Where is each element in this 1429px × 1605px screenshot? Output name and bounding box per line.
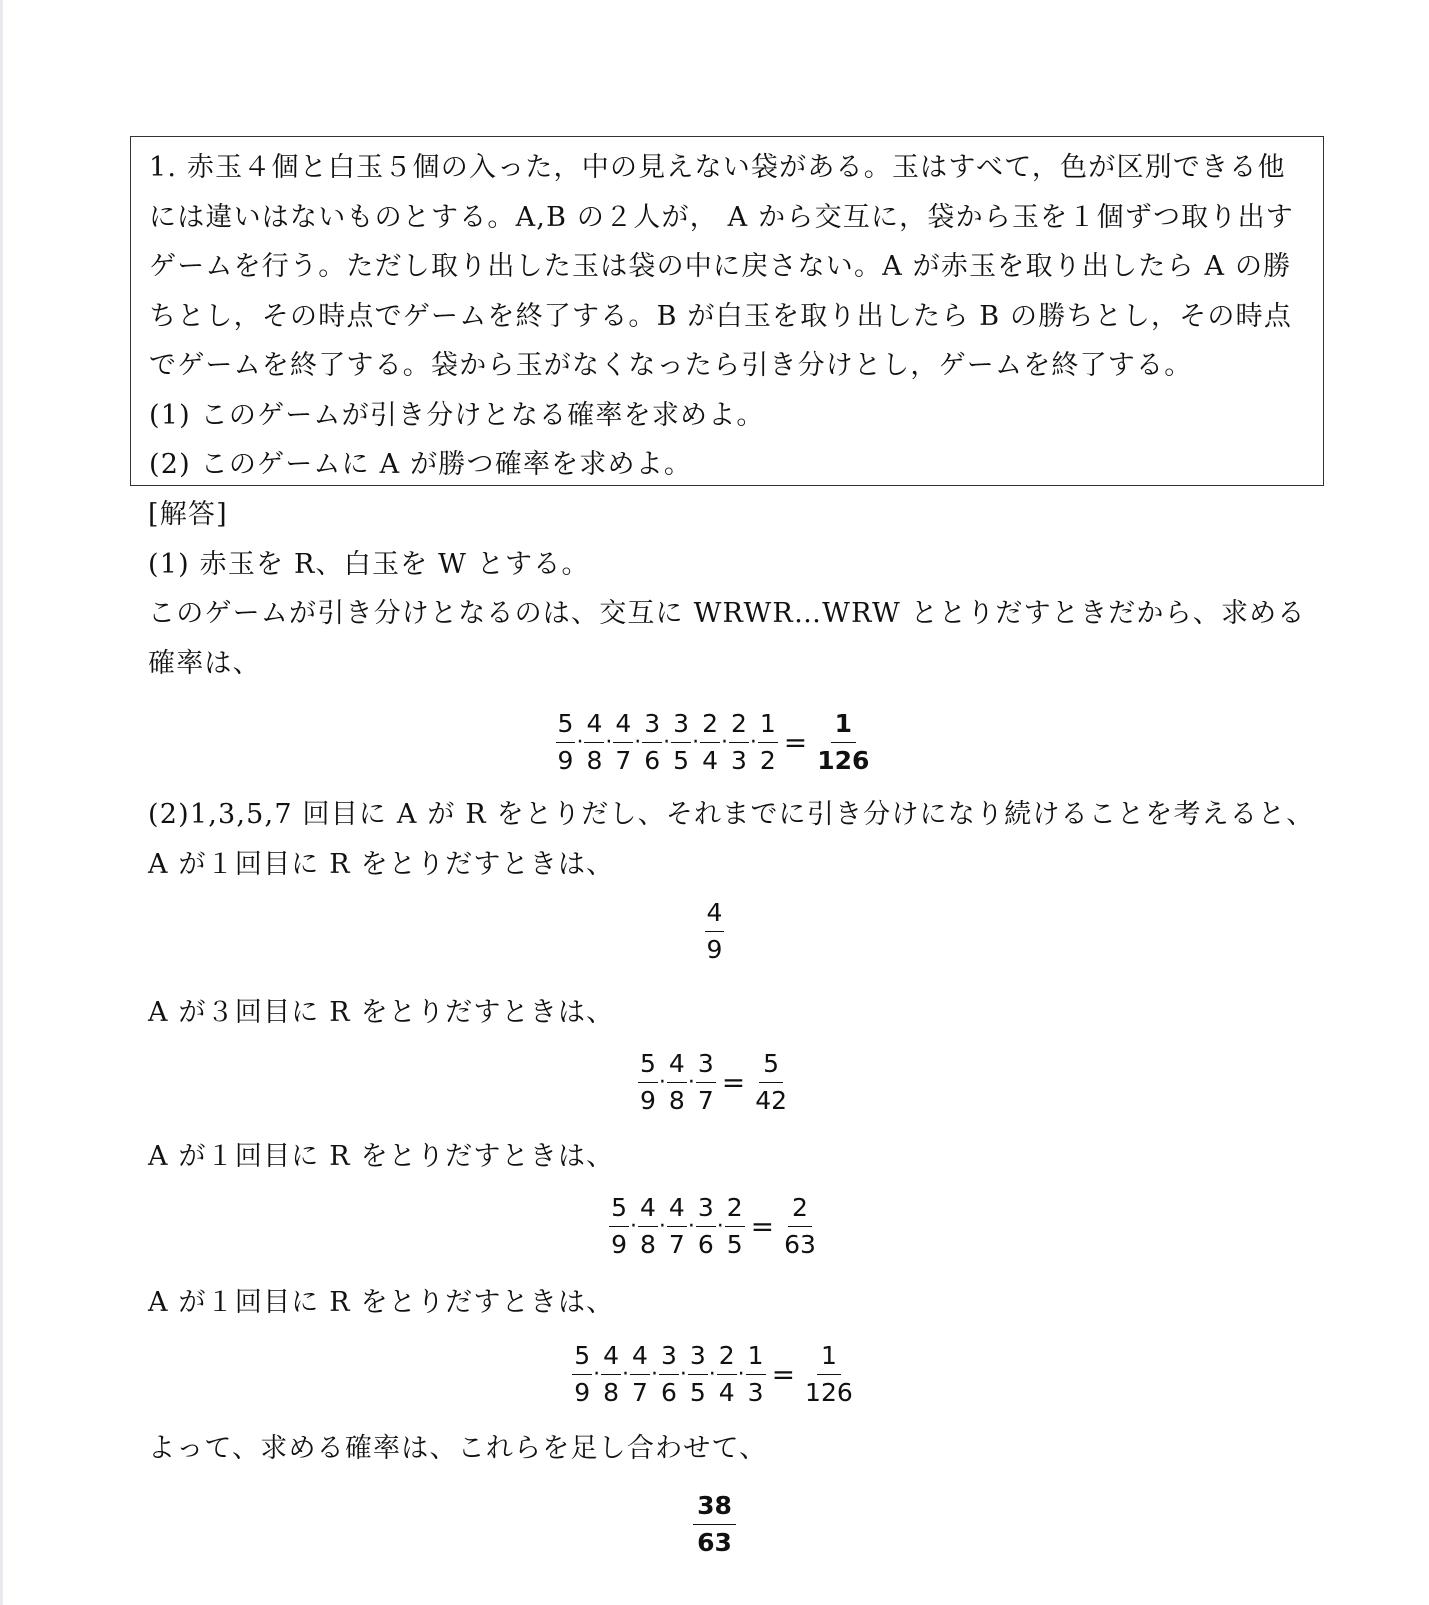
case-text: A が１回目に R をとりだすときは、 xyxy=(148,1287,615,1318)
numerator: 38 xyxy=(693,1491,736,1525)
problem-question-2: (2) このゲームに A が勝つ確率を求めよ。 xyxy=(149,449,693,480)
fraction xyxy=(696,1193,716,1260)
denominator: 6 xyxy=(660,1377,677,1407)
numerator: 4 xyxy=(613,709,633,743)
denominator: 7 xyxy=(615,745,632,775)
final-answer xyxy=(0,1488,1429,1560)
fraction xyxy=(700,709,720,776)
numerator: 2 xyxy=(729,709,749,743)
numerator: 3 xyxy=(696,1049,716,1083)
numerator: 4 xyxy=(630,1341,650,1375)
fraction xyxy=(667,1193,687,1260)
fraction xyxy=(638,1049,658,1116)
numerator: 4 xyxy=(667,1193,687,1227)
numerator: 2 xyxy=(700,709,720,743)
problem-line: ちとし，その時点でゲームを終了する。B が白玉を取り出したら B の勝ちとし，その時点 xyxy=(149,300,1293,332)
denominator: 4 xyxy=(718,1377,735,1407)
numerator: 3 xyxy=(688,1341,708,1375)
multiply-dot: · xyxy=(708,1361,716,1387)
denominator: 126 xyxy=(805,1377,853,1407)
denominator: 126 xyxy=(817,745,870,775)
result-fraction xyxy=(801,1341,857,1408)
fraction xyxy=(696,1049,716,1116)
denominator: 9 xyxy=(557,745,574,775)
numerator: 4 xyxy=(638,1193,658,1227)
case-text: A が３回目に R をとりだすときは、 xyxy=(148,997,615,1028)
problem-question-1: (1) このゲームが引き分けとなる確率を求めよ。 xyxy=(149,399,765,431)
numerator: 3 xyxy=(642,709,662,743)
fraction xyxy=(613,709,633,776)
denominator: 9 xyxy=(706,934,723,964)
numerator: 1 xyxy=(758,709,778,743)
conclusion-text: よって、求める確率は、これらを足し合わせて、 xyxy=(148,1433,768,1464)
numerator: 4 xyxy=(601,1341,621,1375)
denominator: 3 xyxy=(730,745,747,775)
multiply-dot: · xyxy=(687,1069,695,1095)
denominator: 6 xyxy=(644,745,661,775)
part2-intro: (2)1,3,5,7 回目に A が R をとりだし、それまでに引き分けになり続けることを考えると、 xyxy=(148,799,1315,830)
equation-case2 xyxy=(0,1046,1429,1118)
numerator: 3 xyxy=(659,1341,679,1375)
numerator: 5 xyxy=(609,1193,629,1227)
multiply-dot: · xyxy=(692,729,700,755)
denominator: 3 xyxy=(747,1377,764,1407)
equation-case1 xyxy=(0,895,1429,967)
problem-box xyxy=(130,136,1324,486)
fraction xyxy=(659,1341,679,1408)
numerator: 2 xyxy=(725,1193,745,1227)
numerator: 4 xyxy=(667,1049,687,1083)
problem-line: でゲームを終了する。袋から玉がなくなったら引き分けとし，ゲームを終了する。 xyxy=(149,350,1193,381)
final-fraction xyxy=(693,1491,736,1558)
denominator: 63 xyxy=(697,1527,732,1557)
multiply-dot: · xyxy=(593,1361,601,1387)
case-text: A が１回目に R をとりだすときは、 xyxy=(148,1141,615,1172)
denominator: 2 xyxy=(759,745,776,775)
problem-line: ゲームを行う。ただし取り出した玉は袋の中に戻さない。A が赤玉を取り出したら A の勝 xyxy=(149,251,1292,282)
part1-text: このゲームが引き分けとなるのは、交互に WRWR…WRW ととりだすときだから、求める xyxy=(148,598,1306,629)
denominator: 4 xyxy=(702,745,718,775)
denominator: 8 xyxy=(603,1377,620,1407)
numerator: 5 xyxy=(556,709,576,743)
denominator: 42 xyxy=(755,1085,787,1115)
fraction xyxy=(746,1341,766,1408)
numerator: 1 xyxy=(817,1341,841,1375)
result-fraction xyxy=(780,1193,820,1260)
multiply-dot: · xyxy=(716,1213,724,1239)
equation-case3 xyxy=(0,1190,1429,1262)
multiply-dot: · xyxy=(634,729,642,755)
answer-heading: [解答] xyxy=(148,499,228,530)
equals-sign: = xyxy=(721,1065,746,1099)
numerator: 5 xyxy=(638,1049,658,1083)
fraction xyxy=(667,1049,687,1116)
multiply-dot: · xyxy=(737,1361,745,1387)
fraction xyxy=(688,1341,708,1408)
fraction xyxy=(584,709,604,776)
fraction xyxy=(758,709,778,776)
multiply-dot: · xyxy=(679,1361,687,1387)
equation-case4 xyxy=(0,1338,1429,1410)
numerator: 1 xyxy=(746,1341,766,1375)
numerator: 2 xyxy=(717,1341,737,1375)
multiply-dot: · xyxy=(658,1069,666,1095)
fraction xyxy=(572,1341,592,1408)
denominator: 63 xyxy=(784,1229,816,1259)
fraction xyxy=(556,709,576,776)
numerator: 3 xyxy=(671,709,691,743)
multiply-dot: · xyxy=(687,1213,695,1239)
numerator: 3 xyxy=(696,1193,716,1227)
denominator: 8 xyxy=(668,1085,685,1115)
fraction xyxy=(609,1193,629,1260)
result-fraction xyxy=(751,1049,791,1116)
denominator: 7 xyxy=(632,1377,648,1407)
result-fraction xyxy=(813,709,873,776)
denominator: 8 xyxy=(640,1229,656,1259)
numerator: 2 xyxy=(788,1193,812,1227)
fraction xyxy=(717,1341,737,1408)
multiply-dot: · xyxy=(605,729,613,755)
result-fraction xyxy=(705,898,725,965)
numerator: 5 xyxy=(572,1341,592,1375)
multiply-dot: · xyxy=(630,1213,637,1239)
fraction xyxy=(725,1193,745,1260)
numerator: 1 xyxy=(831,709,856,743)
problem-line: には違いはないものとする。A,B の２人が， A から交互に，袋から玉を１個ずつ取り出す xyxy=(149,201,1294,233)
denominator: 8 xyxy=(586,745,603,775)
denominator: 5 xyxy=(726,1229,743,1259)
denominator: 7 xyxy=(697,1085,714,1115)
fraction xyxy=(630,1341,650,1408)
equals-sign: = xyxy=(771,1357,796,1391)
denominator: 9 xyxy=(611,1229,627,1259)
multiply-dot: · xyxy=(663,729,671,755)
part1-intro: (1) 赤玉を R、白玉を W とする。 xyxy=(148,549,590,580)
multiply-dot: · xyxy=(720,729,728,755)
equals-sign: = xyxy=(783,725,808,759)
denominator: 9 xyxy=(574,1377,591,1407)
fraction xyxy=(729,709,749,776)
numerator: 4 xyxy=(584,709,604,743)
multiply-dot: · xyxy=(658,1213,666,1239)
fraction xyxy=(671,709,691,776)
numerator: 5 xyxy=(759,1049,783,1083)
denominator: 7 xyxy=(668,1229,685,1259)
numerator: 4 xyxy=(705,898,725,932)
multiply-dot: · xyxy=(622,1361,630,1387)
multiply-dot: · xyxy=(576,729,584,755)
denominator: 5 xyxy=(673,745,690,775)
equation-draw xyxy=(0,706,1429,778)
case-text: A が１回目に R をとりだすときは、 xyxy=(148,849,615,880)
fraction xyxy=(638,1193,658,1260)
multiply-dot: · xyxy=(650,1361,658,1387)
multiply-dot: · xyxy=(749,729,757,755)
equals-sign: = xyxy=(750,1209,775,1243)
part1-text: 確率は、 xyxy=(148,648,261,679)
denominator: 6 xyxy=(697,1229,714,1259)
denominator: 9 xyxy=(640,1085,656,1115)
fraction xyxy=(601,1341,621,1408)
denominator: 5 xyxy=(689,1377,706,1407)
problem-line: 1. 赤玉４個と白玉５個の入った，中の見えない袋がある。玉はすべて，色が区別できる他 xyxy=(149,152,1286,183)
fraction xyxy=(642,709,662,776)
